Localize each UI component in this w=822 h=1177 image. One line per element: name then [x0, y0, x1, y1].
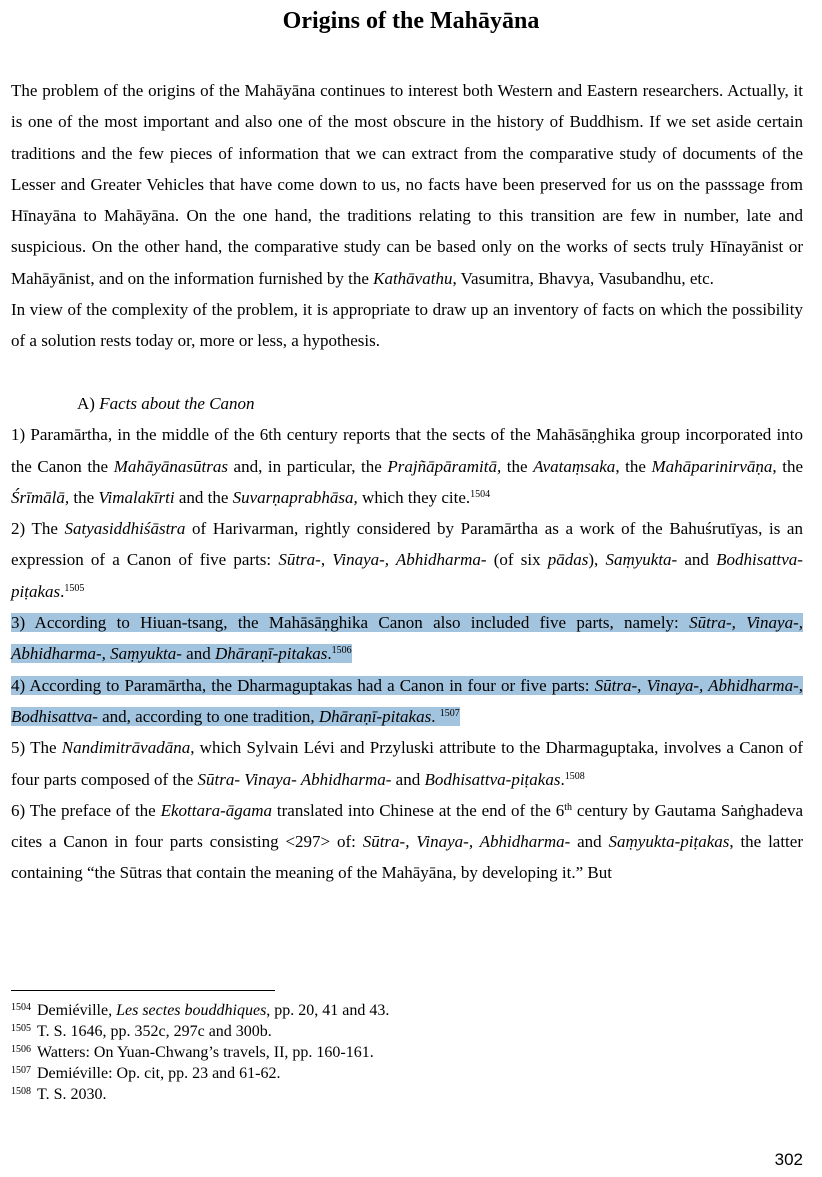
canon-item-2: 2) The Satyasiddhiśāstra of Harivarman, rightly considered by Paramārtha as a work of the Bahuśrutīyas, is an expression of a Canon of five parts: Sūtra-, Vinaya-, Abhidharma- (of six pādas), Saṃyukta- and Bodhisattva-piṭakas.$^{1505}$ — [11, 519, 803, 601]
footnote-1507: $^{1507}$ Demiéville: Op. cit, pp. 23 and 61-62. — [11, 1065, 281, 1082]
footnote-1508: $^{1508}$ T. S. 2030. — [11, 1086, 107, 1103]
intro-paragraph-2: In view of the complexity of the problem, it is appropriate to draw up an inventory of facts on which the possibility of a solution rests today or, more or less, a hypothesis. — [11, 300, 803, 351]
intro-paragraph-1: The problem of the origins of the Mahāyāna continues to interest both Western and Eastern researchers. Actually, it is one of the most important and also one of the most obscure in the history of Buddhism. If we set aside certain traditions and the few pieces of information that we can extract from the comparative study of documents of the Lesser and Greater Vehicles that have come down to us, no facts have been preserved for us on the passsage from Hīnayāna to Mahāyāna. On the one hand, the traditions relating to this transition are few in number, late and suspicious. On the other hand, the comparative study can be based only on the works of sects truly Hīnayānist or Mahāyānist, and on the information furnished by the Kathāvathu, Vasumitra, Bhavya, Vasubandhu, etc. — [11, 81, 803, 288]
footnote-divider — [11, 990, 275, 991]
footnote-1504: $^{1504}$ Demiéville, Les sectes bouddhiques, pp. 20, 41 and 43. — [11, 1002, 390, 1019]
canon-item-5: 5) The Nandimitrāvadāna, which Sylvain Lévi and Przyluski attribute to the Dharmaguptaka, involves a Canon of four parts composed of the Sūtra- Vinaya- Abhidharma- and Bodhisattva-piṭakas.$^{1508}$ — [11, 738, 803, 789]
footnote-ref: 1506 — [331, 645, 352, 657]
document-body — [11, 75, 803, 889]
footnote-ref: 1508 — [564, 770, 585, 782]
canon-item-3[interactable]: 3) According to Hiuan-tsang, the Mahāsāṇghika Canon also included five parts, namely: Sūtra-, Vinaya-, Abhidharma-, Saṃyukta- and Dhāraṇī-pitakas.$^{1506}$ — [11, 613, 803, 664]
page-title: Origins of the Mahāyāna — [282, 8, 540, 34]
canon-item-1: 1) Paramārtha, in the middle of the 6th century reports that the sects of the Mahāsāṇghika group incorporated into the Canon the Mahāyānasūtras and, in particular, the Prajñāpāramitā, the Avataṃsaka, the Mahāparinirvāṇa, the Śrīmālā, the Vimalakīrti and the Suvarṇaprabhāsa, which they cite.$^{1504}$ — [11, 425, 804, 507]
footnote-ref: 1504 — [470, 488, 491, 500]
canon-item-6: 6) The preface of the Ekottara-āgama translated into Chinese at the end of the 6th century by Gautama Saṅghadeva cites a Canon in four parts consisting <297> of: Sūtra-, Vinaya-, Abhidharma- and Saṃyukta-piṭakas, the latter containing “the Sūtras that contain the meaning of the Mahāyāna, by developing it.” But — [11, 800, 804, 883]
section-heading: A) Facts about the Canon — [77, 393, 255, 413]
canon-item-4[interactable]: 4) According to Paramārtha, the Dharmaguptakas had a Canon in four or five parts: Sūtra-, Vinaya-, Abhidharma-, Bodhisattva- and, according to one tradition, Dhāraṇī-pitakas. $^{1507}$ — [11, 675, 803, 726]
footnote-ref: 1507 — [439, 707, 460, 719]
footnote-1506: $^{1506}$ Watters: On Yuan-Chwang’s travels, II, pp. 160-161. — [11, 1044, 374, 1061]
page-number: 302 — [774, 1150, 803, 1169]
footnote-1505: $^{1505}$ T. S. 1646, pp. 352c, 297c and 300b. — [11, 1023, 272, 1040]
ordinal-suffix: th — [564, 801, 573, 813]
footnote-ref: 1505 — [64, 582, 85, 594]
footnotes — [11, 1000, 803, 1105]
